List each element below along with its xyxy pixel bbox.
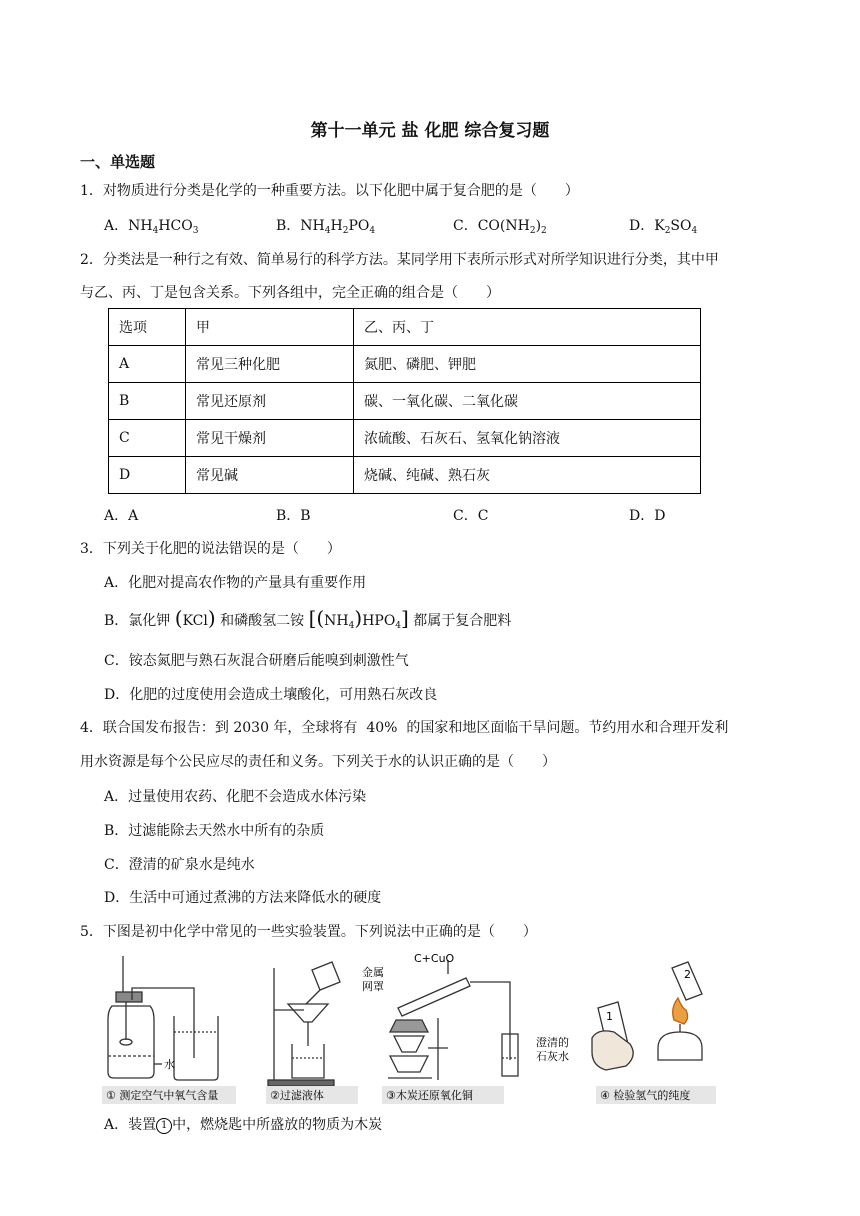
table-cell: 常见碱 xyxy=(186,457,354,494)
q1-option-d: D．$K_2SO_4$ xyxy=(629,218,698,236)
c-cuo-label: C+CuO xyxy=(414,952,455,965)
section-heading: 一、单选题 xyxy=(80,153,156,171)
metal-mesh-label-1: 金属 xyxy=(362,966,384,979)
caption-1: ① 测定空气中氧气含量 xyxy=(106,1089,219,1102)
q2-option-c: C．C xyxy=(453,508,489,524)
table-cell: 常见还原剂 xyxy=(186,383,354,420)
q1-option-c: C．$CO(NH_2)_2$ xyxy=(453,218,547,236)
table-cell: 碳、一氧化碳、二氧化碳 xyxy=(354,383,701,420)
table-cell: 甲 xyxy=(186,309,354,346)
q5-stem: 5．下图是初中化学中常见的一些实验装置。下列说法中正确的是（ ） xyxy=(80,924,537,940)
classification-table xyxy=(108,308,701,494)
table-cell: 选项 xyxy=(109,309,186,346)
q4-stem-line2: 用水资源是每个公民应尽的责任和义务。下列关于水的认识正确的是（ ） xyxy=(80,754,556,770)
metal-mesh-label-2: 网罩 xyxy=(362,980,384,993)
q4-stem-line1: 4．联合国发布报告：到 2030 年，全球将有 40% 的国家和地区面临干旱问题。节约用水和合理开发利 xyxy=(80,720,729,736)
table-cell: D xyxy=(109,457,186,494)
table-row xyxy=(109,457,701,494)
lab-apparatus-figure xyxy=(98,948,718,1106)
table-cell: 氮肥、磷肥、钾肥 xyxy=(354,346,701,383)
q1-stem: 1．对物质进行分类是化学的一种重要方法。以下化肥中属于复合肥的是（ ） xyxy=(80,183,579,199)
limewater-label-1: 澄清的 xyxy=(536,1036,569,1049)
q3-stem: 3．下列关于化肥的说法错误的是（ ） xyxy=(80,541,341,557)
q1-option-a: A．$NH_4HCO_3$ xyxy=(104,218,199,236)
tube-number-2: 2 xyxy=(684,968,691,981)
q2-option-d: D．D xyxy=(629,508,666,524)
table-header-row xyxy=(109,309,701,346)
q2-option-b: B．B xyxy=(276,508,311,524)
q4-option-b: B．过滤能除去天然水中所有的杂质 xyxy=(104,823,325,839)
carbon-reduction-apparatus xyxy=(388,960,518,1080)
q1-option-b: B．$NH_4H_2PO_4$ xyxy=(276,218,376,236)
table-row xyxy=(109,383,701,420)
q4-option-a: A．过量使用农药、化肥不会造成水体污染 xyxy=(104,789,367,805)
table-cell: 常见干燥剂 xyxy=(186,420,354,457)
table-cell: 乙、丙、丁 xyxy=(354,309,701,346)
q3-option-a: A．化肥对提高农作物的产量具有重要作用 xyxy=(104,575,367,591)
q3-option-c: C．铵态氮肥与熟石灰混合研磨后能嗅到刺激性气 xyxy=(104,653,409,669)
table-cell: 常见三种化肥 xyxy=(186,346,354,383)
caption-4: ④ 检验氢气的纯度 xyxy=(600,1089,691,1102)
q2-stem-line2: 与乙、丙、丁是包含关系。下列各组中，完全正确的组合是（ ） xyxy=(80,285,500,301)
table-row xyxy=(109,346,701,383)
tube-number-1: 1 xyxy=(606,1010,613,1023)
q5-option-a: A．装置 1 中，燃烧匙中所盛放的物质为木炭 xyxy=(104,1117,383,1133)
circled-number: 1 xyxy=(156,1118,172,1134)
q2-stem-line1: 2．分类法是一种行之有效、简单易行的科学方法。某同学用下表所示形式对所学知识进行分类，其中甲 xyxy=(80,252,719,268)
caption-2: ②过滤液体 xyxy=(270,1089,324,1102)
table-cell: C xyxy=(109,420,186,457)
page-title: 第十一单元 盐 化肥 综合复习题 xyxy=(310,121,550,141)
water-label: 水 xyxy=(164,1058,175,1071)
table-cell: 浓硫酸、石灰石、氢氧化钠溶液 xyxy=(354,420,701,457)
filtration-apparatus xyxy=(268,962,340,1086)
table-cell: 烧碱、纯碱、熟石灰 xyxy=(354,457,701,494)
q4-option-c: C．澄清的矿泉水是纯水 xyxy=(104,857,255,873)
q3-option-b: B．氯化钾 (KCl) 和磷酸氢二铵 $[(NH_4)HPO_4]$ 都属于复合肥料 xyxy=(104,606,512,631)
limewater-label-2: 石灰水 xyxy=(536,1050,569,1063)
q3-option-d: D．化肥的过度使用会造成土壤酸化，可用熟石灰改良 xyxy=(104,687,438,703)
table-cell: B xyxy=(109,383,186,420)
q4-option-d: D．生活中可通过煮沸的方法来降低水的硬度 xyxy=(104,890,382,906)
oxygen-measurement-apparatus xyxy=(108,956,218,1080)
table-cell: A xyxy=(109,346,186,383)
caption-3: ③木炭还原氧化铜 xyxy=(386,1089,473,1102)
q2-option-a: A．A xyxy=(104,508,139,524)
table-row xyxy=(109,420,701,457)
